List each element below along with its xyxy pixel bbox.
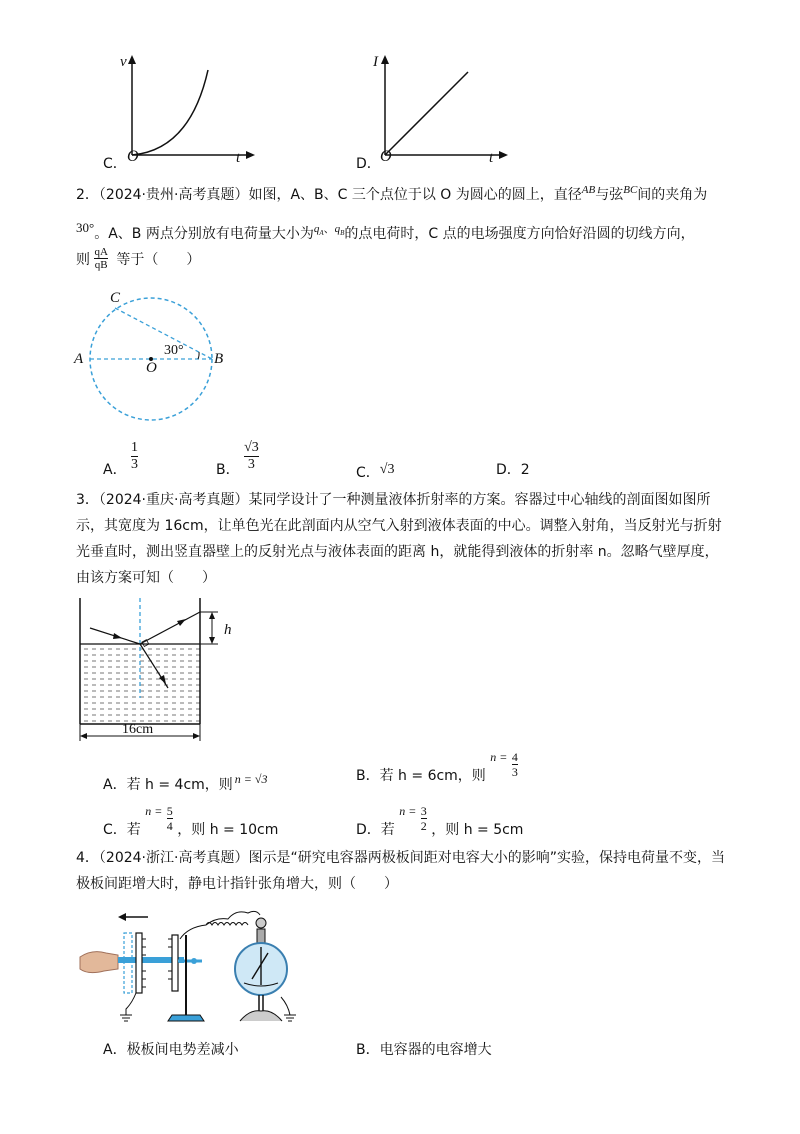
q3-text-1: 某同学设计了一种测量液体折射率的方案。容器过中心轴线的剖面图如图所 — [248, 492, 711, 508]
q2-source: （2024·贵州·高考真题） — [98, 187, 249, 203]
q3-container-figure — [76, 598, 246, 743]
q2-number: 2． — [76, 187, 99, 203]
q2-fig-point-b: B — [214, 351, 224, 367]
q2-fig-point-a: A — [74, 351, 84, 367]
q2-sep: 、 — [323, 222, 335, 235]
q2-line-3 — [76, 246, 200, 271]
q2-seg-ab: AB — [581, 184, 596, 196]
graph-c-option-label: C． — [103, 156, 127, 172]
q2-option-c[interactable]: C．√3 — [356, 462, 395, 481]
q2-qb: qB — [334, 223, 345, 238]
graph-c-y-label: v — [120, 54, 127, 70]
q3-option-d-fraction: $\frac{3}{2}$ — [420, 804, 427, 833]
graph-d-y-label: I — [373, 54, 378, 70]
graph-d-x-label: t — [489, 150, 494, 166]
q2-seg-bc: BC — [623, 184, 638, 196]
q4-option-b[interactable]: B．电容器的电容增大 — [356, 1042, 492, 1058]
q2-option-b-fraction: $\frac{√3}{3}$ — [244, 440, 259, 472]
graph-d-origin: O — [380, 148, 392, 165]
q3-option-b[interactable]: B．若 h = 6cm，则 n = $\frac{4}{3}$ — [356, 750, 518, 784]
q2-ratio-den: qB — [94, 259, 108, 271]
q2-qa: qA — [313, 223, 324, 238]
q3-option-d[interactable]: D．若 n = $\frac{3}{2}$ ，则 h = 5cm — [356, 804, 524, 838]
q2-equals: 等于（ ） — [116, 252, 201, 268]
q3-source: （2024·重庆·高考真题） — [98, 492, 249, 508]
q3-fig-h-label: h — [224, 622, 232, 638]
q4-line-2: 极板间距增大时，静电计指针张角增大，则（ ） — [76, 876, 398, 892]
q3-option-c-fraction: $\frac{5}{4}$ — [166, 804, 173, 833]
q2-option-d[interactable]: D．2 — [496, 462, 530, 478]
q4-apparatus-figure — [76, 905, 306, 1030]
q3-fig-width-label: 16cm — [122, 722, 154, 737]
q3-line-3: 光垂直时，测出竖直器壁上的反射光点与液体表面的距离 h，就能得到液体的折射率 n。忽略气壁厚度， — [76, 544, 719, 560]
q2-option-a[interactable]: A． $\frac{1}{3}$ — [103, 440, 139, 478]
q3-line-4: 由该方案可知（ ） — [76, 570, 216, 586]
q2-then: 则 — [76, 252, 90, 268]
q4-option-a[interactable]: A．极板间电势差减小 — [103, 1042, 239, 1058]
q4-source: （2024·浙江·高考真题） — [98, 850, 249, 866]
graph-d-option-label: D． — [356, 156, 381, 172]
q2-fig-angle: 30° — [164, 343, 184, 358]
q3-line-2: 示，其宽度为 16cm，让单色光在此剖面内从空气入射到液体表面的中心。调整入射角，当反射光与折射 — [76, 518, 722, 534]
q2-fig-center-o: O — [146, 360, 157, 376]
q2-ratio-num: qA — [94, 246, 108, 258]
q2-option-a-fraction: $\frac{1}{3}$ — [131, 440, 139, 472]
q4-text-1: 图示是“研究电容器两极板间距对电容大小的影响”实验，保持电荷量不变，当 — [248, 850, 725, 866]
q3-option-c[interactable]: C．若 n = $\frac{5}{4}$ ，则 h = 10cm — [103, 804, 279, 838]
q2-text-1c: 间的夹角为 — [637, 187, 708, 203]
q3-number: 3． — [76, 492, 99, 508]
q3-option-b-fraction: $\frac{4}{3}$ — [511, 750, 518, 779]
q2-angle: 30° — [76, 220, 95, 235]
q2-text-2b: 的点电荷时，C 点的电场强度方向恰好沿圆的切线方向， — [344, 226, 695, 242]
q2-option-b[interactable]: B． $\frac{√3}{3}$ — [216, 440, 259, 478]
q2-ratio — [94, 246, 107, 271]
q2-text-1b: 与弦 — [595, 187, 624, 203]
graph-c-x-label: t — [236, 150, 241, 166]
q3-line-1 — [76, 486, 710, 514]
q2-line-1 — [76, 176, 707, 209]
q2-text-1: 如图，A、B、C 三个点位于以 O 为圆心的圆上，直径 — [248, 187, 582, 203]
q3-option-a[interactable]: A．若 h = 4cm，则 n = √3 — [103, 772, 268, 793]
q2-line-2 — [76, 214, 695, 248]
q4-line-1 — [76, 844, 725, 872]
q2-text-2a: 。A、B 两点分别放有电荷量大小为 — [94, 226, 314, 242]
q4-number: 4． — [76, 850, 99, 866]
q2-fig-point-c: C — [110, 290, 121, 306]
graph-c-origin: O — [127, 148, 139, 165]
